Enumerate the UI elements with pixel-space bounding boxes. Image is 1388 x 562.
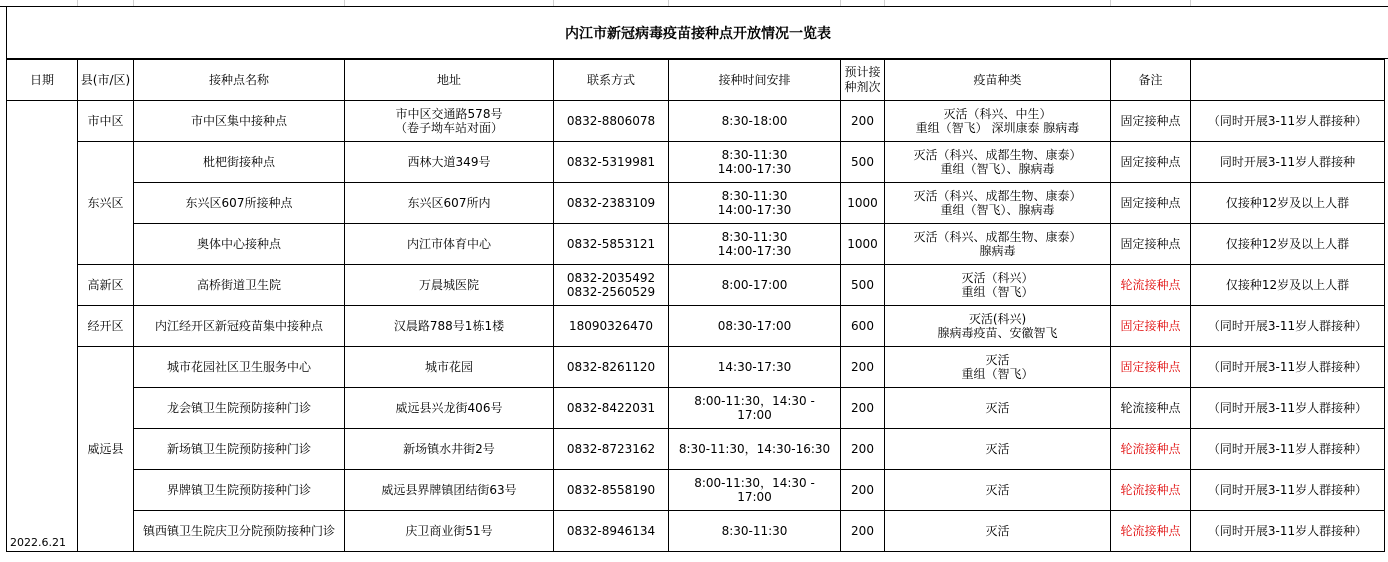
header-vaccine[interactable]: 疫苗种类 bbox=[885, 60, 1111, 101]
schedule-cell-line: 8:00-17:00 bbox=[721, 278, 788, 292]
schedule-cell-line: 8:30-11:30 bbox=[721, 524, 788, 538]
vaccine-cell-line: 灭活（科兴、中生） bbox=[943, 107, 1052, 121]
contact-cell[interactable] bbox=[554, 306, 669, 347]
schedule-cell-line: 14:00-17:30 bbox=[717, 162, 792, 176]
schedule-cell[interactable] bbox=[669, 101, 841, 142]
schedule-cell[interactable] bbox=[669, 142, 841, 183]
schedule-cell-line: 8:30-11:30 bbox=[721, 148, 788, 162]
note-cell[interactable]: （同时开展3-11岁人群接种） bbox=[1191, 306, 1385, 347]
remark-cell[interactable]: 固定接种点 bbox=[1111, 224, 1191, 265]
address-cell-line: 威远县界牌镇团结街63号 bbox=[381, 483, 517, 497]
vaccine-cell[interactable] bbox=[885, 183, 1111, 224]
address-cell[interactable] bbox=[345, 265, 554, 306]
table-row bbox=[7, 183, 1385, 224]
table-row bbox=[7, 101, 1385, 142]
schedule-cell-line: 8:00-11:30，14:30 - bbox=[694, 394, 815, 408]
doses-cell[interactable]: 200 bbox=[841, 388, 885, 429]
contact-cell[interactable] bbox=[554, 388, 669, 429]
vaccine-cell[interactable] bbox=[885, 511, 1111, 552]
header-address[interactable]: 地址 bbox=[345, 60, 554, 101]
schedule-cell[interactable] bbox=[669, 224, 841, 265]
contact-cell-line: 0832-8806078 bbox=[566, 114, 656, 128]
schedule-cell[interactable] bbox=[669, 470, 841, 511]
header-extra[interactable] bbox=[1191, 60, 1385, 101]
table-row bbox=[7, 306, 1385, 347]
address-cell-line: 庆卫商业街51号 bbox=[405, 524, 493, 538]
header-site[interactable]: 接种点名称 bbox=[134, 60, 345, 101]
contact-cell-line: 0832-5319981 bbox=[566, 155, 656, 169]
date-value: 2022.6.21 bbox=[10, 536, 66, 549]
contact-cell[interactable] bbox=[554, 265, 669, 306]
county-cell[interactable]: 经开区 bbox=[78, 306, 134, 347]
site-name-cell[interactable]: 镇西镇卫生院庆卫分院预防接种门诊 bbox=[134, 511, 345, 552]
contact-cell-line: 0832-8261120 bbox=[566, 360, 656, 374]
contact-cell-line: 0832-8422031 bbox=[566, 401, 656, 415]
remark-cell[interactable]: 固定接种点 bbox=[1111, 101, 1191, 142]
vaccine-cell-line: 腺病毒疫苗、安徽智飞 bbox=[937, 326, 1058, 340]
schedule-cell[interactable] bbox=[669, 347, 841, 388]
doses-cell[interactable]: 500 bbox=[841, 142, 885, 183]
note-cell[interactable]: 同时开展3-11岁人群接种 bbox=[1191, 142, 1385, 183]
vaccine-cell-line: 灭活（科兴、成都生物、康泰） bbox=[913, 230, 1082, 244]
schedule-cell-line: 8:00-11:30，14:30 - bbox=[694, 476, 815, 490]
schedule-cell-line: 8:30-18:00 bbox=[721, 114, 788, 128]
vaccine-cell-line: 重组（智飞） bbox=[961, 285, 1034, 299]
contact-cell[interactable] bbox=[554, 142, 669, 183]
site-name-cell[interactable]: 枇杷街接种点 bbox=[134, 142, 345, 183]
contact-cell[interactable] bbox=[554, 224, 669, 265]
contact-cell[interactable] bbox=[554, 470, 669, 511]
address-cell[interactable] bbox=[345, 388, 554, 429]
table-row bbox=[7, 511, 1385, 552]
schedule-cell-line: 17:00 bbox=[737, 490, 772, 504]
doses-cell[interactable]: 600 bbox=[841, 306, 885, 347]
contact-cell-line: 0832-8723162 bbox=[566, 442, 656, 456]
site-name-cell[interactable]: 东兴区607所接种点 bbox=[134, 183, 345, 224]
vaccine-cell[interactable] bbox=[885, 224, 1111, 265]
header-schedule[interactable]: 接种时间安排 bbox=[669, 60, 841, 101]
vaccine-cell-line: 灭活（科兴、成都生物、康泰） bbox=[913, 189, 1082, 203]
header-doses-label: 预计接种剂次 bbox=[844, 65, 881, 94]
site-name-cell[interactable]: 高桥街道卫生院 bbox=[134, 265, 345, 306]
address-cell[interactable] bbox=[345, 347, 554, 388]
vaccine-cell[interactable] bbox=[885, 429, 1111, 470]
remark-cell[interactable]: 轮流接种点 bbox=[1111, 470, 1191, 511]
header-county[interactable] bbox=[78, 60, 134, 101]
schedule-cell-line: 17:00 bbox=[737, 408, 772, 422]
vaccine-cell-line: 灭活 bbox=[985, 401, 1010, 415]
county-cell[interactable]: 东兴区 bbox=[78, 142, 134, 265]
site-name-cell[interactable]: 内江经开区新冠疫苗集中接种点 bbox=[134, 306, 345, 347]
remark-cell[interactable]: 固定接种点 bbox=[1111, 347, 1191, 388]
site-name-cell[interactable]: 城市花园社区卫生服务中心 bbox=[134, 347, 345, 388]
site-name-cell[interactable]: 龙会镇卫生院预防接种门诊 bbox=[134, 388, 345, 429]
doses-cell[interactable]: 200 bbox=[841, 429, 885, 470]
sheet-title[interactable]: 内江市新冠病毒疫苗接种点开放情况一览表 bbox=[6, 7, 1388, 59]
address-cell-line: 市中区交通路578号 bbox=[395, 107, 503, 121]
vaccine-cell-line: 灭活（科兴、成都生物、康泰） bbox=[913, 148, 1082, 162]
county-cell[interactable]: 威远县 bbox=[78, 347, 134, 552]
contact-cell[interactable] bbox=[554, 511, 669, 552]
doses-cell[interactable]: 200 bbox=[841, 101, 885, 142]
table-row bbox=[7, 265, 1385, 306]
table-row bbox=[7, 470, 1385, 511]
doses-cell[interactable]: 500 bbox=[841, 265, 885, 306]
address-cell[interactable] bbox=[345, 470, 554, 511]
address-cell[interactable] bbox=[345, 306, 554, 347]
vaccine-cell[interactable] bbox=[885, 101, 1111, 142]
address-cell-line: 汉晨路788号1栋1楼 bbox=[393, 319, 505, 333]
vaccine-cell-line: 灭活(科兴) bbox=[968, 312, 1027, 326]
address-cell-line: 城市花园 bbox=[424, 360, 473, 374]
address-cell[interactable] bbox=[345, 511, 554, 552]
remark-cell[interactable]: 轮流接种点 bbox=[1111, 265, 1191, 306]
note-cell[interactable]: 仅接种12岁及以上人群 bbox=[1191, 183, 1385, 224]
vaccine-cell[interactable] bbox=[885, 306, 1111, 347]
vaccine-cell-line: 重组（智飞） bbox=[961, 367, 1034, 381]
header-remark[interactable]: 备注 bbox=[1111, 60, 1191, 101]
header-contact[interactable]: 联系方式 bbox=[554, 60, 669, 101]
contact-cell-line: 0832-2035492 bbox=[566, 271, 656, 285]
remark-cell[interactable]: 固定接种点 bbox=[1111, 142, 1191, 183]
doses-cell[interactable]: 200 bbox=[841, 470, 885, 511]
contact-cell-line: 0832-8558190 bbox=[566, 483, 656, 497]
table-row bbox=[7, 224, 1385, 265]
header-county-label: 县(市/区) bbox=[80, 72, 131, 87]
address-cell[interactable] bbox=[345, 224, 554, 265]
schedule-cell[interactable] bbox=[669, 388, 841, 429]
site-name-cell[interactable]: 奥体中心接种点 bbox=[134, 224, 345, 265]
remark-cell[interactable]: 轮流接种点 bbox=[1111, 511, 1191, 552]
address-cell-line: 万晨城医院 bbox=[418, 278, 479, 292]
schedule-cell-line: 8:30-11:30 bbox=[721, 189, 788, 203]
header-date[interactable]: 日期 bbox=[7, 60, 78, 101]
table-row bbox=[7, 347, 1385, 388]
remark-cell[interactable]: 固定接种点 bbox=[1111, 306, 1191, 347]
remark-cell[interactable]: 轮流接种点 bbox=[1111, 429, 1191, 470]
vaccine-cell[interactable] bbox=[885, 265, 1111, 306]
schedule-cell-line: 14:30-17:30 bbox=[717, 360, 792, 374]
schedule-cell[interactable] bbox=[669, 429, 841, 470]
schedule-cell[interactable] bbox=[669, 265, 841, 306]
vaccine-cell[interactable] bbox=[885, 388, 1111, 429]
address-cell-line: 威远县兴龙街406号 bbox=[395, 401, 503, 415]
vaccine-cell[interactable] bbox=[885, 470, 1111, 511]
schedule-cell-line: 14:00-17:30 bbox=[717, 203, 792, 217]
vaccine-cell-line: 灭活 bbox=[985, 524, 1010, 538]
remark-cell[interactable]: 固定接种点 bbox=[1111, 183, 1191, 224]
vaccine-cell-line: 重组（智飞）、腺病毒 bbox=[940, 203, 1055, 217]
address-cell-line: 内江市体育中心 bbox=[406, 237, 491, 251]
schedule-cell[interactable] bbox=[669, 183, 841, 224]
contact-cell[interactable] bbox=[554, 347, 669, 388]
vaccine-cell[interactable] bbox=[885, 142, 1111, 183]
note-cell[interactable]: 仅接种12岁及以上人群 bbox=[1191, 224, 1385, 265]
note-cell[interactable]: （同时开展3-11岁人群接种） bbox=[1191, 388, 1385, 429]
doses-cell[interactable]: 1000 bbox=[841, 224, 885, 265]
remark-cell[interactable]: 轮流接种点 bbox=[1111, 388, 1191, 429]
contact-cell-line: 0832-2383109 bbox=[566, 196, 656, 210]
doses-cell[interactable]: 200 bbox=[841, 347, 885, 388]
top-gridline-row bbox=[0, 0, 1388, 7]
contact-cell[interactable] bbox=[554, 101, 669, 142]
contact-cell-line: 0832-8946134 bbox=[566, 524, 656, 538]
contact-cell-line: 0832-2560529 bbox=[566, 285, 656, 299]
date-cell[interactable] bbox=[7, 101, 78, 552]
note-cell[interactable]: 仅接种12岁及以上人群 bbox=[1191, 265, 1385, 306]
table-row bbox=[7, 142, 1385, 183]
county-cell[interactable]: 高新区 bbox=[78, 265, 134, 306]
vaccine-cell-line: 灭活 bbox=[985, 353, 1010, 367]
site-name-cell[interactable]: 新场镇卫生院预防接种门诊 bbox=[134, 429, 345, 470]
address-cell-line: （卷子坳车站对面） bbox=[394, 121, 503, 135]
note-cell[interactable]: （同时开展3-11岁人群接种） bbox=[1191, 429, 1385, 470]
vaccine-cell-line: 重组（智飞） 深圳康泰 腺病毒 bbox=[915, 121, 1080, 135]
schedule-cell-line: 08:30-17:00 bbox=[717, 319, 792, 333]
note-cell[interactable]: （同时开展3-11岁人群接种） bbox=[1191, 347, 1385, 388]
table-row bbox=[7, 388, 1385, 429]
contact-cell-line: 18090326470 bbox=[569, 319, 653, 333]
vaccine-cell-line: 重组（智飞）、腺病毒 bbox=[940, 162, 1055, 176]
schedule-cell[interactable] bbox=[669, 306, 841, 347]
vaccine-cell-line: 腺病毒 bbox=[979, 244, 1016, 258]
vaccination-sites-table bbox=[6, 59, 1385, 552]
county-cell[interactable]: 市中区 bbox=[78, 101, 134, 142]
schedule-cell-line: 14:00-17:30 bbox=[717, 244, 792, 258]
vaccine-cell[interactable] bbox=[885, 347, 1111, 388]
address-cell[interactable] bbox=[345, 429, 554, 470]
schedule-cell-line: 8:30-11:30 bbox=[721, 230, 788, 244]
note-cell[interactable]: （同时开展3-11岁人群接种） bbox=[1191, 101, 1385, 142]
doses-cell[interactable]: 200 bbox=[841, 511, 885, 552]
header-doses[interactable] bbox=[841, 60, 885, 101]
address-cell[interactable] bbox=[345, 142, 554, 183]
vaccine-cell-line: 灭活（科兴） bbox=[961, 271, 1034, 285]
address-cell[interactable] bbox=[345, 183, 554, 224]
note-cell[interactable]: （同时开展3-11岁人群接种） bbox=[1191, 511, 1385, 552]
address-cell[interactable] bbox=[345, 101, 554, 142]
address-cell-line: 新场镇水井街2号 bbox=[403, 442, 495, 456]
contact-cell[interactable] bbox=[554, 429, 669, 470]
vaccine-cell-line: 灭活 bbox=[985, 483, 1010, 497]
table-row bbox=[7, 429, 1385, 470]
contact-cell-line: 0832-5853121 bbox=[566, 237, 656, 251]
doses-cell[interactable]: 1000 bbox=[841, 183, 885, 224]
address-cell-line: 西林大道349号 bbox=[407, 155, 491, 169]
site-name-cell[interactable]: 界牌镇卫生院预防接种门诊 bbox=[134, 470, 345, 511]
schedule-cell-line: 8:30-11:30，14:30-16:30 bbox=[678, 442, 831, 456]
note-cell[interactable]: （同时开展3-11岁人群接种） bbox=[1191, 470, 1385, 511]
contact-cell[interactable] bbox=[554, 183, 669, 224]
site-name-cell[interactable]: 市中区集中接种点 bbox=[134, 101, 345, 142]
address-cell-line: 东兴区607所内 bbox=[407, 196, 491, 210]
header-row bbox=[7, 60, 1385, 101]
schedule-cell[interactable] bbox=[669, 511, 841, 552]
vaccine-cell-line: 灭活 bbox=[985, 442, 1010, 456]
